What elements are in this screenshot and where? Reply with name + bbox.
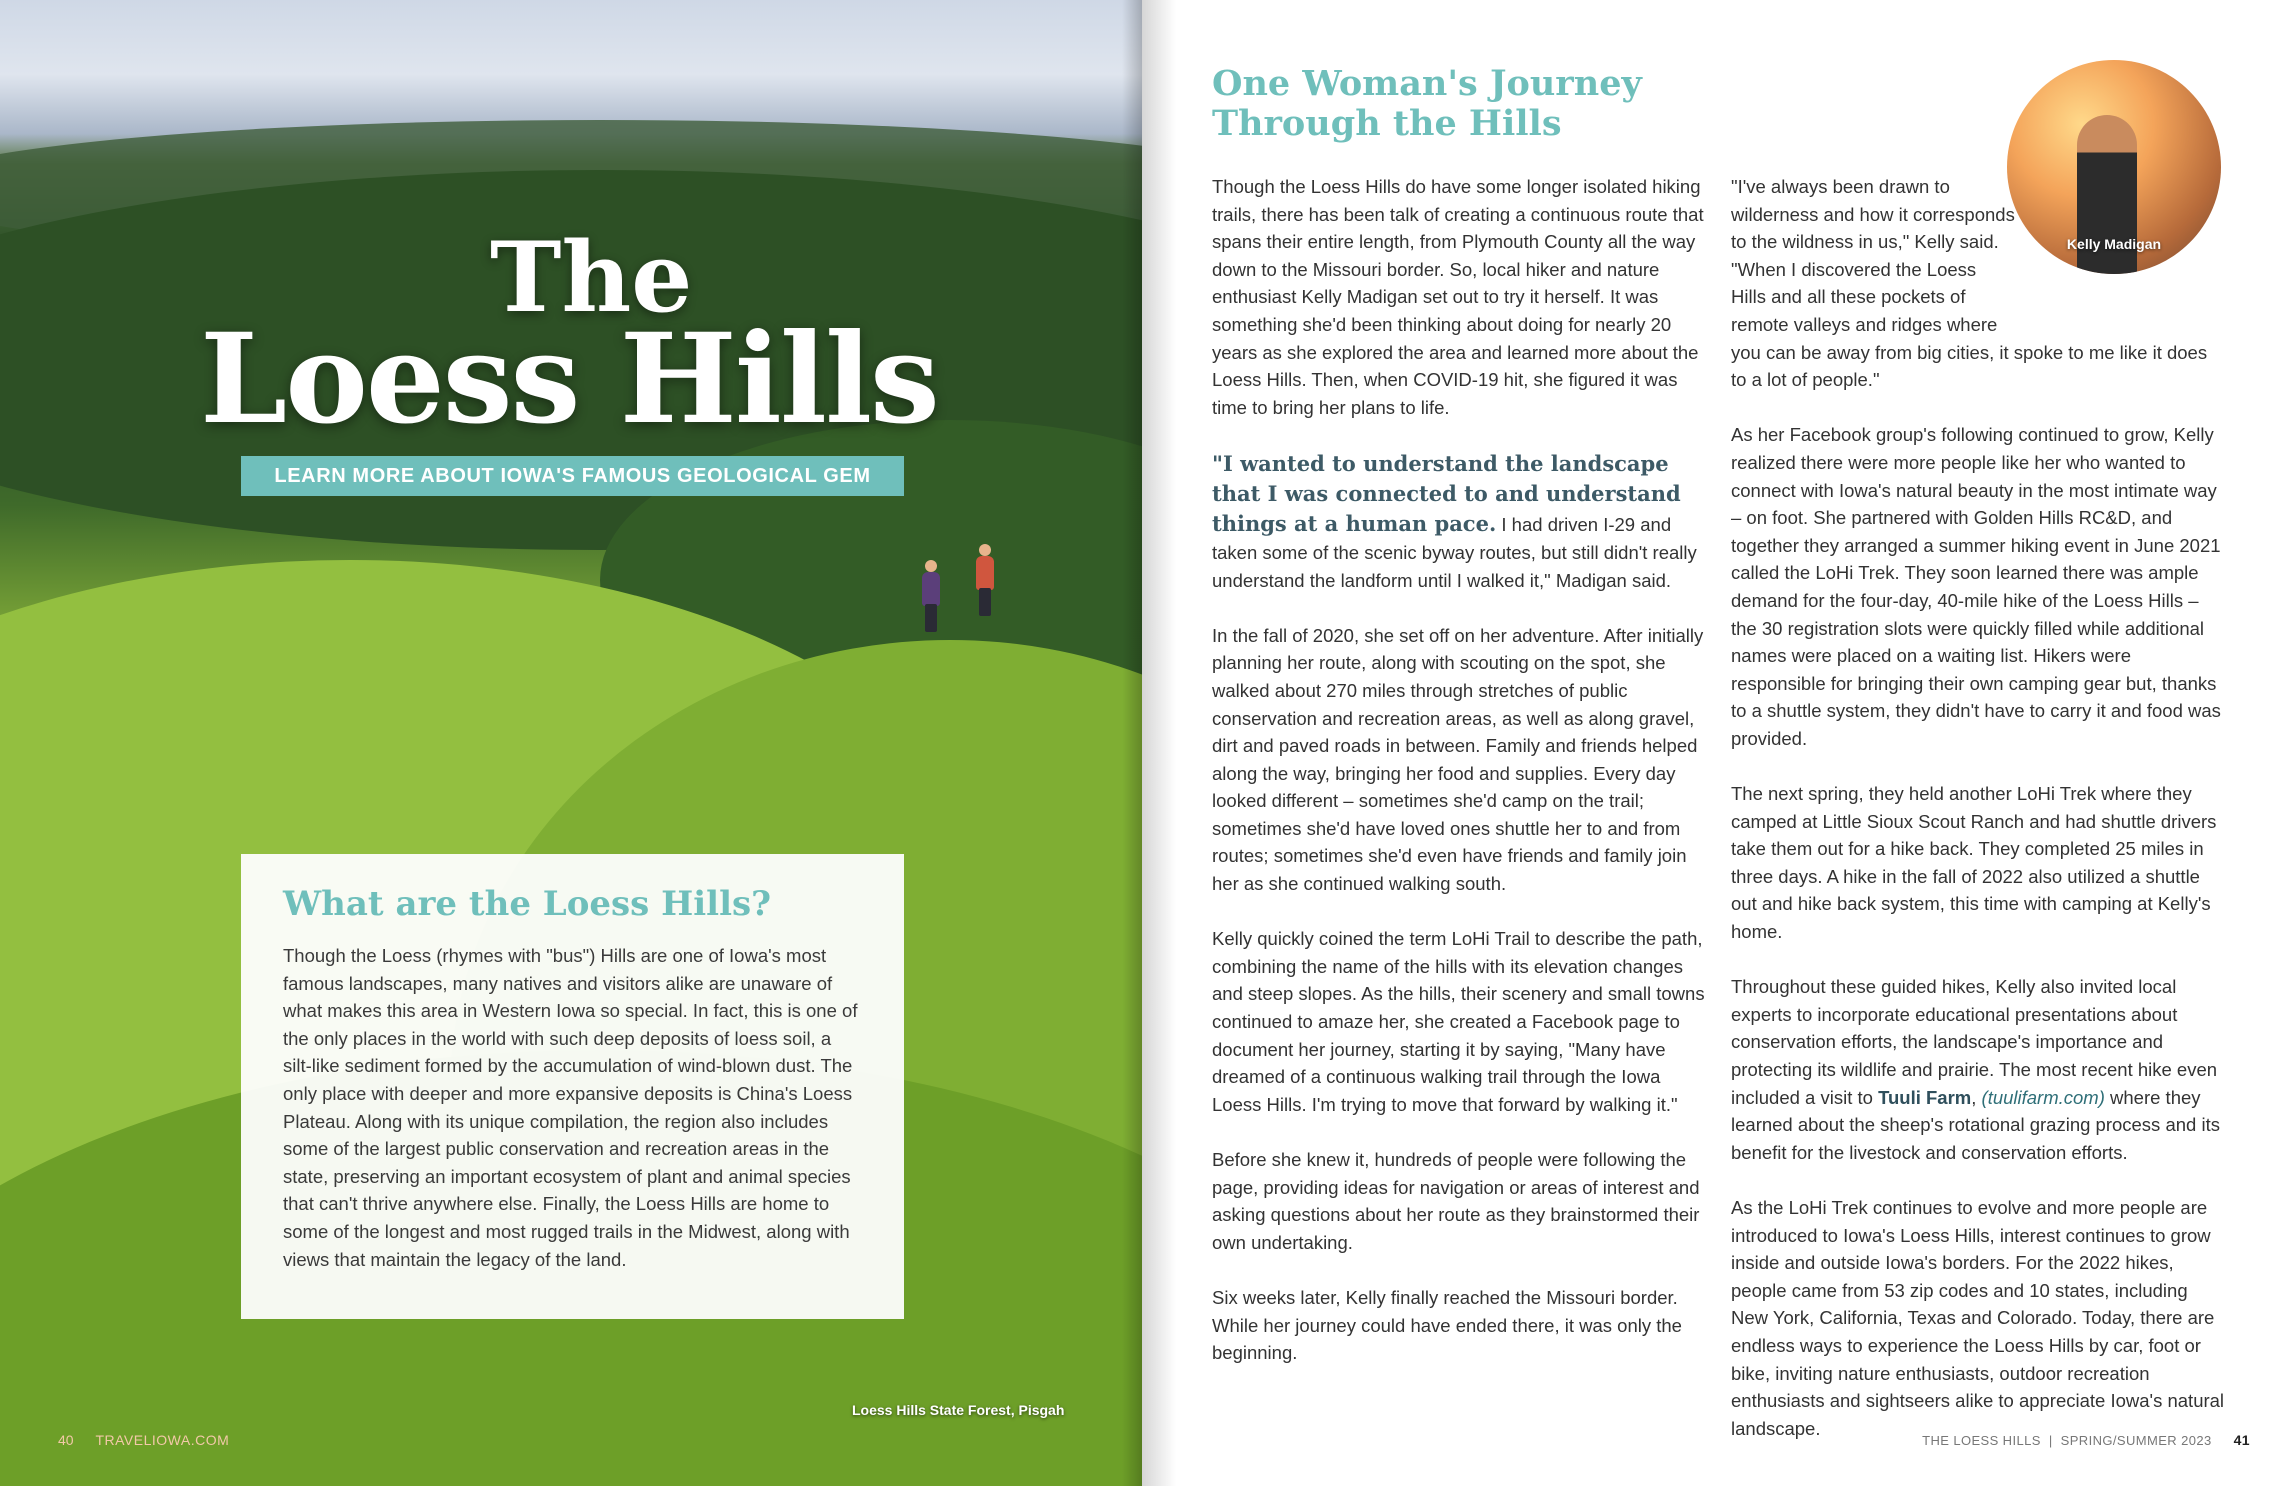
running-footer: THE LOESS HILLS | SPRING/SUMMER 2023 <box>1922 1433 2212 1448</box>
farm-name: Tuuli Farm <box>1878 1086 1972 1108</box>
article-paragraph: As her Facebook group's following continued to grow, Kelly realized there were more people like her who wanted to connect with Iowa's natural beauty in the most intimate way – on foot. She partnered with Golden Hills RC&D, and together they arranged a summer hiking event in June 2021 called the LoHi Trek. They soon learned there was ample demand for the four-day, 40-mile hike of the Loess Hills – the 30 registration slots were quickly filled while additional names were placed on a waiting list. Hikers were responsible for bringing their own camping gear but, thanks to a shuttle system, they didn't have to carry it and food was provided. <box>1731 424 2221 749</box>
article-paragraph: Before she knew it, hundreds of people were following the page, providing ideas for navigation or areas of interest and asking questions about her route as they brainstormed their own undertaking. <box>1212 1149 1700 1253</box>
portrait-wrap-space <box>2015 173 2225 323</box>
gutter-shade <box>1142 0 1176 1486</box>
folio-right <box>1922 1432 2250 1448</box>
sidebar-box <box>241 854 904 1319</box>
article-column-1 <box>1212 173 1706 1394</box>
paragraph-text: where they learned about the sheep's rotational grazing process and its benefit for the livestock and conservation efforts. <box>1731 1086 2220 1163</box>
title-small: The <box>490 221 693 334</box>
page-number-right: 41 <box>2233 1432 2250 1448</box>
quote-continuation: I had driven I-29 and taken some of the scenic byway routes, but still didn't really understand the landform until I walked it," Madigan said. <box>1212 513 1697 591</box>
separator-text: , <box>1971 1086 1982 1108</box>
right-page <box>1142 0 2284 1486</box>
folio-left <box>58 1432 229 1448</box>
article-title: One Woman's Journey Through the Hills <box>1212 63 1642 144</box>
article-paragraph: The next spring, they held another LoHi Trek where they camped at Little Sioux Scout Ranch and had shuttle drivers take them out for a hike back. They completed 25 miles in three days. A hike in the fall of 2022 also utilized a shuttle out and hike back system, this time with camping at Kelly's home. <box>1731 783 2217 943</box>
site-url: TRAVELIOWA.COM <box>95 1432 230 1448</box>
article-column-2 <box>1731 173 2225 1470</box>
gutter-shadow <box>1122 0 1142 1486</box>
portrait-label: Kelly Madigan <box>2066 236 2162 252</box>
tagline-text: LEARN MORE ABOUT IOWA'S FAMOUS GEOLOGICAL GEM <box>274 464 871 487</box>
article-paragraph: "I've always been drawn to wilderness and how it corresponds to the wildness in us," Kelly said. "When I discovered the Loess Hills and all these pockets of remote valleys and ridges where you can be away from big cities, it spoke to me like it does to a lot of people." <box>1731 176 2208 391</box>
article-paragraph: Six weeks later, Kelly finally reached the Missouri border. While her journey could have ended there, it was only the beginning. <box>1212 1286 1682 1364</box>
pull-quote: "I wanted to understand the landscape that I was connected to and understand things at a human pace. <box>1212 450 1681 536</box>
sidebar-body: Though the Loess (rhymes with "bus") Hills are one of Iowa's most famous landscapes, many natives and visitors alike are unaware of what makes this area in Western Iowa so special. In fact, this is one of the only places in the world with such deep deposits of loess soil, a silt-like sediment formed by the accumulation of wind-blown dust. The only place with deeper and more expansive deposits is China's Loess Plateau. Along with its unique compilation, the region also includes some of the largest public conservation and recreation areas in the state, preserving an important ecosystem of plant and animal species that can't thrive anywhere else. Finally, the Loess Hills are home to some of the longest and most rugged trails in the Midwest, along with views that maintain the legacy of the land. <box>283 945 858 1270</box>
page-number-left: 40 <box>58 1432 74 1448</box>
article-paragraph: Kelly quickly coined the term LoHi Trail to describe the path, combining the name of the hills with its elevation changes and steep slopes. As the hills, their scenery and small towns continued to amaze her, she created a Facebook page to document her journey, starting it by saying, "Many have dreamed of a continuous walking trail through the Iowa Loess Hills. I'm trying to move that forward by walking it." <box>1212 928 1705 1115</box>
tagline-banner <box>241 456 904 496</box>
article-paragraph <box>1731 973 2225 1166</box>
sidebar-heading: What are the Loess Hills? <box>283 884 772 924</box>
farm-url-link[interactable]: (tuulifarm.com) <box>1981 1086 2105 1108</box>
page-title: Loess Hills <box>200 307 938 452</box>
article-paragraph: In the fall of 2020, she set off on her adventure. After initially planning her route, along with scouting on the spot, she walked about 270 miles through stretches of public conservation and recreation areas, as well as along gravel, dirt and paved roads in between. Family and friends helped along the way, bringing her food and supplies. Every day looked different – sometimes she'd camp on the trail; sometimes she'd have loved ones shuttle her to and from routes; sometimes she'd even have friends and family join her as she continued walking south. <box>1212 624 1704 895</box>
article-paragraph: Though the Loess Hills do have some longer isolated hiking trails, there has been talk of creating a continuous route that spans their entire length, from Plymouth County all the way down to the Missouri border. So, local hiker and nature enthusiast Kelly Madigan set out to try it herself. It was something she'd been thinking about doing for nearly 20 years as she explored the area and learned more about the Loess Hills. Then, when COVID-19 hit, she figured it was time to bring her plans to life. <box>1212 176 1704 418</box>
article-paragraph: As the LoHi Trek continues to evolve and more people are introduced to Iowa's Loess Hills, interest continues to grow inside and outside Iowa's borders. For the 2022 hikes, people came from 53 zip codes and 10 states, including New York, California, Texas and Colorado. Today, there are endless ways to experience the Loess Hills by car, foot or bike, inviting nature enthusiasts, outdoor recreation enthusiasts and sightseers alike to appreciate Iowa's natural landscape. <box>1731 1196 2225 1439</box>
article-paragraph <box>1212 449 1706 594</box>
photo-caption: Loess Hills State Forest, Pisgah <box>852 1402 1065 1418</box>
paragraph-text: Throughout these guided hikes, Kelly also invited local experts to incorporate educational presentations about conservation efforts, the landscape's importance and protecting its wildlife and prairie. The most recent hike even included a visit to <box>1731 976 2218 1108</box>
